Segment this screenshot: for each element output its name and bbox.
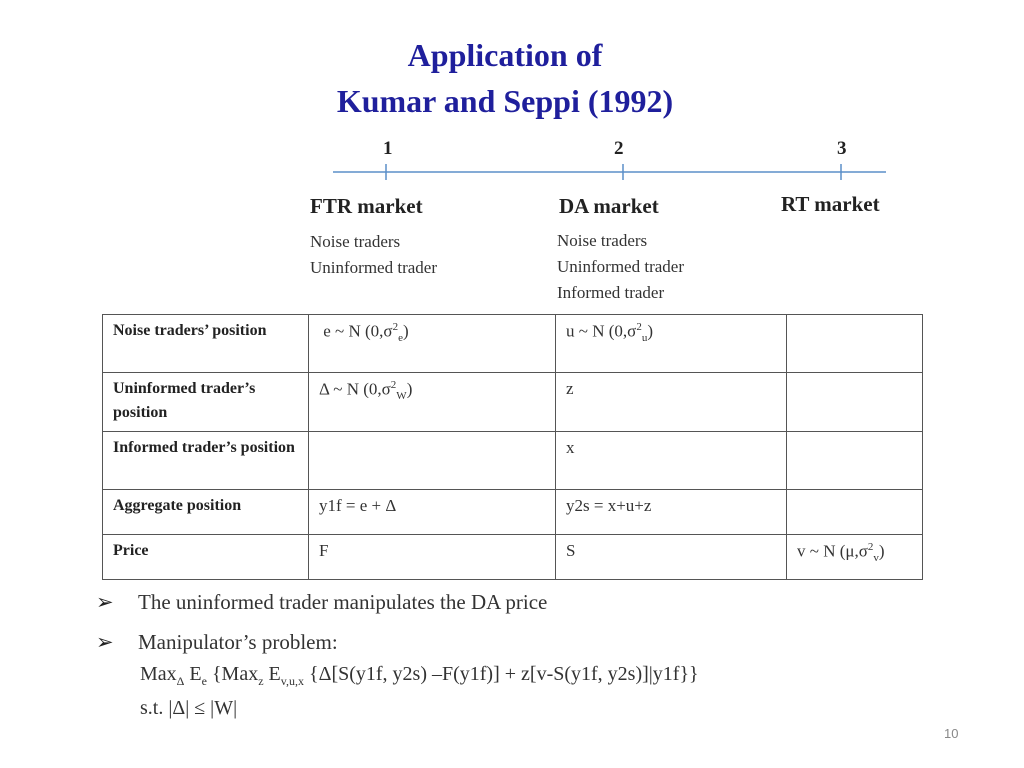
table-cell: e ~ N $(0,\sigma^2_e)$ [309,315,556,373]
timeline-label-2: 2 [614,138,624,159]
table-cell: u ~ N $(0,\sigma^2_u)$ [556,315,787,373]
table-row [103,432,923,490]
table-cell [309,432,556,490]
constraint-formula: s.t. |Δ| ≤ |W| [140,697,238,719]
row-label: Uninformed trader’s position [103,373,309,432]
bullet-item: ➢ The uninformed trader manipulates the DA price [96,590,548,614]
ftr-trader-uninformed: Uninformed trader [310,258,437,277]
bullet-item: ➢ Manipulator’s problem: [96,630,338,654]
table-cell [787,490,923,535]
arrow-bullet-icon: ➢ [96,590,114,614]
table-cell [787,373,923,432]
slide-title [0,32,1010,124]
positions-table [102,314,923,580]
da-trader-uninformed: Uninformed trader [557,257,684,276]
table-row [103,373,923,432]
table-row [103,535,923,580]
arrow-bullet-icon: ➢ [96,630,114,654]
table-cell [787,432,923,490]
table-row [103,315,923,373]
table-cell: z [556,373,787,432]
timeline-label-1: 1 [383,138,393,159]
table-cell: S [556,535,787,580]
stage-da-heading: DA market [559,194,659,218]
table-cell: v ~ N $(\mu,\sigma^2_v)$ [787,535,923,580]
row-label: Informed trader’s position [103,432,309,490]
row-label: Aggregate position [103,490,309,535]
ftr-trader-noise: Noise traders [310,232,401,251]
timeline-label-3: 3 [837,138,847,159]
objective-formula: Max$_\Delta$ $E_e$ {Max$_z$ $E_{v,u,x}$ {Δ[S(y1f, y2s) –F(y1f)] + z[v-S(y1f, y2s)]|y1f}} [140,663,699,688]
title-line-2: Kumar and Seppi (1992) [336,83,674,119]
table-cell: F [309,535,556,580]
row-label: Noise traders’ position [103,315,309,373]
row-label: Price [103,535,309,580]
da-trader-noise: Noise traders [557,231,648,250]
table-cell: y1f = e + Δ [309,490,556,535]
timeline-axis [333,163,886,181]
da-trader-informed: Informed trader [557,283,665,302]
table-cell: y2s = x+u+z [556,490,787,535]
page-number: 10 [944,726,959,741]
table-cell: x [556,432,787,490]
stage-rt-heading: RT market [781,192,880,216]
title-line-1: Application of [407,37,603,73]
table-cell: Δ ~ N $(0,\sigma^2_W)$ [309,373,556,432]
table-cell [787,315,923,373]
stage-ftr-heading: FTR market [310,194,423,218]
table-row [103,490,923,535]
